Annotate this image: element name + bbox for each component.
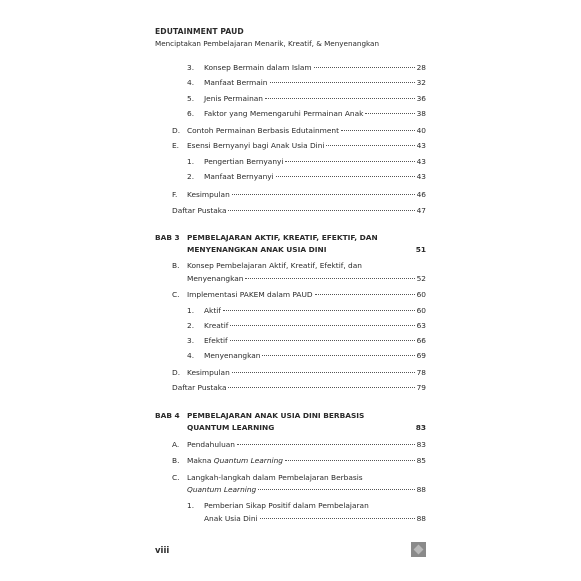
toc-page: 32	[416, 78, 426, 87]
toc-entry	[0, 189, 581, 200]
toc-label: Manfaat Bernyanyi	[204, 172, 274, 181]
leader-dots	[230, 340, 415, 341]
toc-marker: 3.	[187, 63, 195, 72]
toc-label: Menyenangkan	[187, 274, 244, 283]
toc-marker: F.	[172, 190, 178, 199]
toc-entry	[0, 484, 581, 495]
toc-page: 88	[416, 485, 426, 494]
toc-marker: 4.	[187, 78, 195, 87]
toc-chapter-marker: BAB 3	[155, 233, 180, 242]
toc-entry	[0, 335, 581, 346]
toc-label: Konsep Bermain dalam Islam	[204, 63, 312, 72]
toc-entry	[0, 289, 581, 300]
toc-entry	[0, 320, 581, 331]
toc-entry	[0, 273, 581, 284]
book-title: EDUTAINMENT PAUD	[155, 27, 244, 36]
toc-chapter-marker: BAB 4	[155, 411, 180, 420]
book-subtitle: Menciptakan Pembelajaran Menarik, Kreatif, & Menyenangkan	[155, 39, 380, 48]
toc-label: Makna Quantum Learning	[187, 456, 283, 465]
toc-page: 79	[416, 383, 426, 392]
toc-label: Manfaat Bermain	[204, 78, 268, 87]
toc-label: Implementasi PAKEM dalam PAUD	[187, 290, 313, 299]
toc-page: 88	[416, 514, 426, 523]
leader-dots	[260, 518, 415, 519]
toc-entry	[0, 108, 581, 119]
toc-label: Kreatif	[204, 321, 229, 330]
toc-page: 40	[416, 126, 426, 135]
toc-marker: 2.	[187, 321, 195, 330]
leader-dots	[232, 372, 415, 373]
leader-dots	[262, 355, 414, 356]
toc-entry	[0, 140, 581, 151]
leader-dots	[341, 130, 415, 131]
leader-dots	[232, 194, 415, 195]
toc-entry	[0, 367, 581, 378]
toc-chapter-title: QUANTUM LEARNING	[187, 423, 275, 432]
toc-entry	[0, 125, 581, 136]
toc-page: 52	[416, 274, 426, 283]
leader-dots	[245, 278, 414, 279]
toc-marker: C.	[172, 290, 180, 299]
toc-label: Kesimpulan	[187, 190, 230, 199]
toc-chapter-entry	[0, 232, 581, 243]
toc-label: Pendahuluan	[187, 440, 235, 449]
leader-dots	[285, 460, 415, 461]
toc-page: 43	[416, 157, 426, 166]
toc-label: Faktor yang Memengaruhi Permainan Anak	[204, 109, 364, 118]
toc-page: 46	[416, 190, 426, 199]
leader-dots	[230, 325, 414, 326]
toc-label: Quantum Learning	[187, 485, 257, 494]
toc-marker: 1.	[187, 501, 195, 510]
toc-entry	[0, 350, 581, 361]
toc-marker: A.	[172, 440, 180, 449]
toc-page: 43	[416, 172, 426, 181]
toc-marker: 5.	[187, 94, 195, 103]
toc-chapter-title: PEMBELAJARAN AKTIF, KREATIF, EFEKTIF, DAN	[187, 233, 378, 242]
toc-label: Anak Usia Dini	[204, 514, 258, 523]
toc-page: 43	[416, 141, 426, 150]
leader-dots	[258, 489, 414, 490]
toc-chapter-title: PEMBELAJARAN ANAK USIA DINI BERBASIS	[187, 411, 365, 420]
toc-page: 28	[416, 63, 426, 72]
toc-page: 36	[416, 94, 426, 103]
leader-dots	[223, 310, 415, 311]
toc-marker: E.	[172, 141, 180, 150]
toc-marker: 3.	[187, 336, 195, 345]
toc-marker: 4.	[187, 351, 195, 360]
toc-page: 85	[416, 456, 426, 465]
leader-dots	[326, 145, 414, 146]
toc-entry	[0, 156, 581, 167]
toc-marker: 6.	[187, 109, 195, 118]
toc-label: Langkah-langkah dalam Pembelajaran Berbasis	[187, 473, 363, 482]
toc-label: Menyenangkan	[204, 351, 261, 360]
toc-page: 38	[416, 109, 426, 118]
toc-page: 66	[416, 336, 426, 345]
toc-label: Efektif	[204, 336, 228, 345]
leader-dots	[276, 176, 415, 177]
toc-label: Pengertian Bernyanyi	[204, 157, 284, 166]
toc-marker: D.	[172, 126, 181, 135]
leader-dots	[228, 387, 414, 388]
toc-entry	[0, 500, 581, 511]
toc-page: 51	[415, 245, 426, 254]
leader-dots	[365, 113, 414, 114]
corner-ornament	[411, 542, 426, 557]
toc-label: Konsep Pembelajaran Aktif, Kreatif, Efektif, dan	[187, 261, 362, 270]
toc-page: 83	[416, 440, 426, 449]
toc-marker: 1.	[187, 306, 195, 315]
toc-entry	[0, 305, 581, 316]
toc-entry	[0, 513, 581, 524]
leader-dots	[285, 161, 414, 162]
toc-page: 69	[416, 351, 426, 360]
toc-entry	[0, 62, 581, 73]
toc-entry	[0, 260, 581, 271]
toc-label: Pemberian Sikap Positif dalam Pembelajaran	[204, 501, 369, 510]
toc-page: 47	[416, 206, 426, 215]
toc-marker: B.	[172, 456, 180, 465]
toc-page: 60	[416, 290, 426, 299]
toc-page: 60	[416, 306, 426, 315]
leader-dots	[270, 82, 415, 83]
toc-marker: B.	[172, 261, 180, 270]
toc-label: Kesimpulan	[187, 368, 230, 377]
toc-marker: 2.	[187, 172, 195, 181]
toc-entry	[0, 439, 581, 450]
toc-chapter-entry	[0, 244, 581, 255]
toc-label: Esensi Bernyanyi bagi Anak Usia Dini	[187, 141, 325, 150]
leader-dots	[237, 444, 415, 445]
toc-entry	[0, 171, 581, 182]
leader-dots	[314, 67, 415, 68]
toc-label: Contoh Permainan Berbasis Edutainment	[187, 126, 340, 135]
page-number: viii	[155, 546, 170, 556]
leader-dots	[265, 98, 415, 99]
toc-marker: 1.	[187, 157, 195, 166]
leader-dots	[315, 294, 415, 295]
toc-label: Daftar Pustaka	[172, 206, 227, 215]
toc-marker: C.	[172, 473, 180, 482]
toc-entry	[0, 382, 581, 393]
toc-entry	[0, 205, 581, 216]
toc-chapter-entry	[0, 422, 581, 433]
toc-entry	[0, 77, 581, 88]
toc-entry	[0, 455, 581, 466]
toc-label: Aktif	[204, 306, 221, 315]
toc-label: Daftar Pustaka	[172, 383, 227, 392]
toc-page: 83	[415, 423, 426, 432]
toc-label: Jenis Permainan	[204, 94, 263, 103]
leader-dots	[228, 210, 414, 211]
toc-page: 78	[416, 368, 426, 377]
toc-marker: D.	[172, 368, 181, 377]
toc-entry	[0, 472, 581, 483]
toc-chapter-entry	[0, 410, 581, 421]
toc-chapter-title: MENYENANGKAN ANAK USIA DINI	[187, 245, 327, 254]
toc-page: 63	[416, 321, 426, 330]
toc-entry	[0, 93, 581, 104]
